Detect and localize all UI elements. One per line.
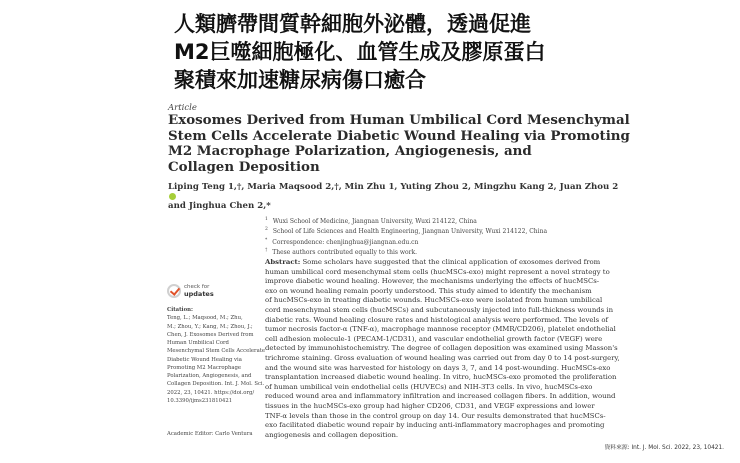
- abstract-line: reduced wound area and inflammatory infiltration and increased collagen fibers. In addition, wound: [265, 392, 616, 401]
- author-list: [168, 181, 619, 212]
- citation-line: M.; Zhou, Y.; Kang, M.; Zhou, J.;: [167, 323, 253, 330]
- abstract-line: angiogenesis and collagen deposition.: [265, 430, 399, 439]
- author-line: and Jinghua Chen 2,*: [168, 201, 271, 211]
- citation-line: Polarization, Angiogenesis, and: [167, 373, 252, 379]
- citation-line: Human Umbilical Cord: [167, 340, 229, 346]
- citation-line: Mesenchymal Stem Cells Accelerate: [167, 348, 266, 355]
- abstract-line: exo facilitated diabetic wound repair by inducing anti-inflammatory macrophages and promoting: [265, 421, 605, 430]
- paper-title-line: Collagen Deposition: [168, 158, 320, 175]
- paper-title-line: Exosomes Derived from Human Umbilical Cord Mesenchymal: [168, 112, 630, 128]
- citation-line: Promoting M2 Macrophage: [167, 364, 242, 371]
- orcid-icon[interactable]: [169, 193, 176, 200]
- headline-line: M2巨噬細胞極化、血管生成及膠原蛋白: [174, 40, 546, 64]
- abstract-line: detected by immunohistochemistry. The degree of collagen deposition was examined using Masson's: [265, 344, 618, 353]
- check-updates-text: check for updates: [184, 284, 214, 298]
- abstract-line: diabetic rats. Wound healing closure rates and histological analysis were performed. The levels of: [265, 315, 609, 324]
- headline-line: 人類臍帶間質幹細胞外泌體，透過促進: [174, 12, 531, 36]
- paper-title-line: M2 Macrophage Polarization, Angiogenesis, and: [168, 143, 532, 159]
- abstract-line: TNF-α levels than those in the control group on day 14. Our results demonstrated that hucMSCs-: [265, 411, 606, 420]
- citation-block: [167, 306, 266, 405]
- abstract-line: of hucMSCs-exo in treating diabetic wounds. HucMSCs-exo were isolated from human umbilical: [265, 296, 603, 305]
- paper-title: [168, 112, 630, 175]
- abstract-line: tumor necrosis factor-α (TNF-α), macrophage mannose receptor (MMR/CD206), platelet endothelial: [265, 325, 616, 334]
- abstract-line: trichrome staining. Gross evaluation of wound healing was carried out from day 0 to 14 post-surgery,: [265, 353, 620, 362]
- academic-editor: Academic Editor: Carlo Ventura: [167, 431, 253, 437]
- paper-title-line: Stem Cells Accelerate Diabetic Wound Healing via Promoting: [168, 127, 630, 144]
- citation-line: Diabetic Wound Healing via: [167, 356, 242, 363]
- headline: [174, 10, 594, 94]
- abstract-line: Abstract: Some scholars have suggested that the clinical application of exosomes derived from: [265, 258, 601, 266]
- citation-line: Citation: Teng, L.; Maqsood, M.; Zhu,: [167, 307, 243, 322]
- citation-line: Chen, J. Exosomes Derived from: [167, 331, 254, 338]
- affiliation-item: $^1$ Wuxi School of Medicine, Jiangnan University, Wuxi 214122, China: [265, 217, 477, 225]
- equal-contribution-note: † These authors contributed equally to this work.: [265, 247, 418, 256]
- headline-line: 聚積來加速糖尿病傷口癒合: [174, 68, 426, 92]
- citation-line: Collagen Deposition. Int. J. Mol. Sci.: [167, 381, 265, 388]
- affiliation-item: $^2$ School of Life Sciences and Health Engineering, Jiangnan University, Wuxi 214122, China: [265, 227, 548, 236]
- abstract-line: cell adhesion molecule-1 (PECAM-1/CD31), and vascular endothelial growth factor (VEGF) were: [265, 334, 603, 343]
- abstract-label: Abstract:: [265, 258, 301, 266]
- abstract-line: improve diabetic wound healing. However, the mechanisms underlying the effects of hucMSCs-: [265, 277, 600, 286]
- check-updates-icon: [167, 284, 181, 298]
- citation-line: 2022, 23, 10421. https://doi.org/: [167, 389, 255, 396]
- source-note: 資料來源: Int. J. Mol. Sci. 2022, 23, 10421.: [604, 445, 724, 451]
- abstract-line: tissues in the hucMSCs-exo group had higher CD206, CD31, and VEGF expressions and lower: [265, 401, 595, 410]
- abstract-line: exo on wound healing remain poorly understood. This study aimed to identify the mechanism: [265, 286, 592, 295]
- citation-doi-link[interactable]: 10.3390/ijms231810421: [167, 397, 233, 404]
- check-for-updates-badge[interactable]: [167, 283, 237, 301]
- abstract-line: of human umbilical vein endothelial cells (HUVECs) and NIH-3T3 cells. In vivo, hucMSCs-exo: [265, 382, 593, 391]
- abstract-line: transplantation increased diabetic wound healing. In vitro, hucMSCs-exo promoted the proliferation: [265, 373, 617, 382]
- article-type-label: Article: [168, 103, 197, 113]
- correspondence: * Correspondence: chenjinghua@jiangnan.edu.cn: [265, 237, 419, 246]
- author-line-text: Liping Teng 1,†, Maria Maqsood 2,†, Min Zhu 1, Yuting Zhou 2, Mingzhu Kang 2, Juan Zhou 2: [168, 182, 619, 192]
- abstract-line: cord mesenchymal stem cells (hucMSCs) and subcutaneously injected into full-thickness wounds in: [265, 305, 614, 314]
- affiliations: [265, 216, 605, 257]
- abstract-line: human umbilical cord mesenchymal stem cells (hucMSCs-exo) might represent a novel strategy to: [265, 267, 610, 276]
- abstract-line: and the wound site was harvested for histology on days 3, 7, and 14 post-wounding. HucMSCs-exo: [265, 363, 611, 372]
- abstract: [265, 258, 620, 440]
- author-line: [168, 181, 619, 200]
